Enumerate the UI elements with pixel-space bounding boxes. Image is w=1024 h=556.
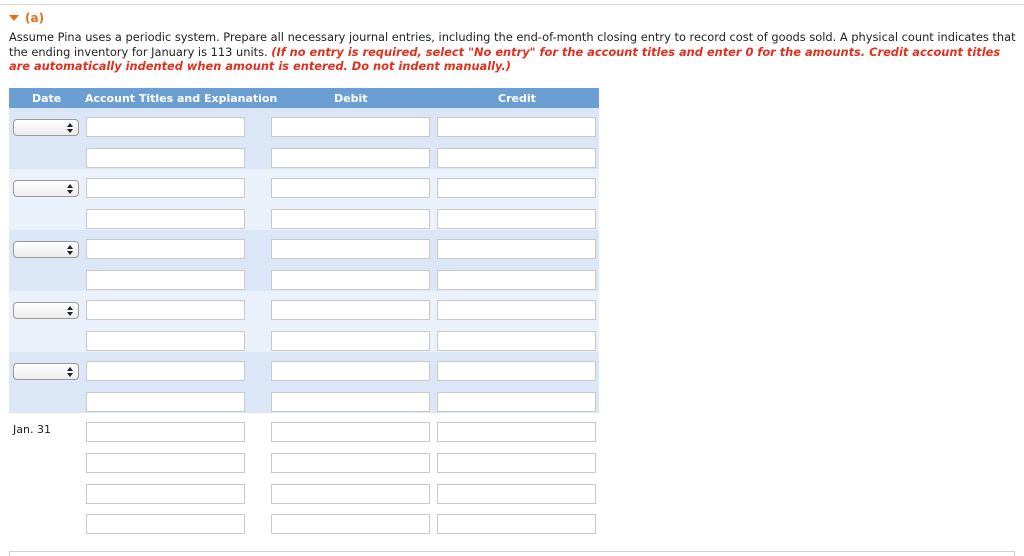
entry-6-line-4-credit-input[interactable] [437, 514, 596, 534]
header-date: Date [32, 92, 62, 105]
entry-6-line-3-credit-input[interactable] [437, 484, 596, 504]
updown-arrows-icon [67, 123, 74, 133]
header-debit: Debit [334, 92, 368, 105]
updown-arrows-icon [67, 245, 74, 255]
entry-1-line-2-debit-input[interactable] [271, 148, 430, 168]
next-panel-edge [9, 551, 1015, 556]
header-account-titles: Account Titles and Explanation [85, 92, 278, 105]
entry-6-line-4-debit-input[interactable] [271, 514, 430, 534]
entry-2-line-2-credit-input[interactable] [437, 209, 596, 229]
entry-4-date-select[interactable] [13, 302, 79, 319]
entry-2-line-1-debit-input[interactable] [271, 178, 430, 198]
entry-3-line-2-credit-input[interactable] [437, 270, 596, 290]
table-header [9, 88, 599, 108]
entry-1-line-1-account-input[interactable] [86, 117, 245, 137]
instructions-text: Assume Pina uses a periodic system. Prepare all necessary journal entries, including the end-of-month closing entry to record cost of goods sold. A physical count indicates that the ending inventory for January is 113 units. [9, 30, 1016, 59]
entry-4-line-1-credit-input[interactable] [437, 300, 596, 320]
entry-1-date-select[interactable] [13, 119, 79, 136]
entry-4-line-2-debit-input[interactable] [271, 331, 430, 351]
entry-6-line-2-account-input[interactable] [86, 453, 245, 473]
journal-entry-table [9, 88, 599, 536]
entry-6-closing [9, 413, 599, 535]
entry-5-line-2-credit-input[interactable] [437, 392, 596, 412]
entry-6-line-3-debit-input[interactable] [271, 484, 430, 504]
entry-5 [9, 352, 599, 413]
entry-2 [9, 169, 599, 230]
updown-arrows-icon [67, 184, 74, 194]
updown-arrows-icon [67, 306, 74, 316]
entry-1-line-2-account-input[interactable] [86, 148, 245, 168]
entry-1-line-1-credit-input[interactable] [437, 117, 596, 137]
part-label: (a) [25, 11, 45, 25]
header-credit: Credit [498, 92, 536, 105]
entry-4-line-2-account-input[interactable] [86, 331, 245, 351]
entry-2-line-2-account-input[interactable] [86, 209, 245, 229]
entry-1-line-1-debit-input[interactable] [271, 117, 430, 137]
caret-down-icon[interactable] [9, 15, 19, 21]
instructions-hint: (If no entry is required, select "No entry" for the account titles and enter 0 for the amounts. Credit account titles are automatically indented when amount is entered. Do not indent manually.) [9, 44, 1001, 73]
entry-2-line-1-credit-input[interactable] [437, 178, 596, 198]
entry-3-line-2-account-input[interactable] [86, 270, 245, 290]
entry-2-line-2-debit-input[interactable] [271, 209, 430, 229]
part-a-toggle[interactable] [9, 11, 44, 25]
entry-4-line-1-account-input[interactable] [86, 300, 245, 320]
entry-3 [9, 230, 599, 291]
top-divider [0, 4, 1024, 5]
entry-3-line-2-debit-input[interactable] [271, 270, 430, 290]
entry-1-line-2-credit-input[interactable] [437, 148, 596, 168]
entry-6-line-1-debit-input[interactable] [271, 422, 430, 442]
entry-5-line-2-debit-input[interactable] [271, 392, 430, 412]
entry-6-date: Jan. 31 [13, 423, 51, 436]
entry-6-line-2-credit-input[interactable] [437, 453, 596, 473]
entry-3-date-select[interactable] [13, 241, 79, 258]
entry-6-line-2-debit-input[interactable] [271, 453, 430, 473]
entry-3-line-1-credit-input[interactable] [437, 239, 596, 259]
entry-5-date-select[interactable] [13, 363, 79, 380]
entry-1 [9, 108, 599, 169]
entry-4-line-1-debit-input[interactable] [271, 300, 430, 320]
instructions [9, 30, 1017, 74]
entry-6-line-3-account-input[interactable] [86, 484, 245, 504]
entry-2-date-select[interactable] [13, 180, 79, 197]
entry-5-line-1-account-input[interactable] [86, 361, 245, 381]
entry-6-line-4-account-input[interactable] [86, 514, 245, 534]
entry-2-line-1-account-input[interactable] [86, 178, 245, 198]
entry-3-line-1-debit-input[interactable] [271, 239, 430, 259]
updown-arrows-icon [67, 367, 74, 377]
entry-6-line-1-credit-input[interactable] [437, 422, 596, 442]
entry-3-line-1-account-input[interactable] [86, 239, 245, 259]
entry-6-line-1-account-input[interactable] [86, 422, 245, 442]
entry-5-line-1-debit-input[interactable] [271, 361, 430, 381]
entry-5-line-1-credit-input[interactable] [437, 361, 596, 381]
entry-5-line-2-account-input[interactable] [86, 392, 245, 412]
entry-4 [9, 291, 599, 352]
entry-4-line-2-credit-input[interactable] [437, 331, 596, 351]
